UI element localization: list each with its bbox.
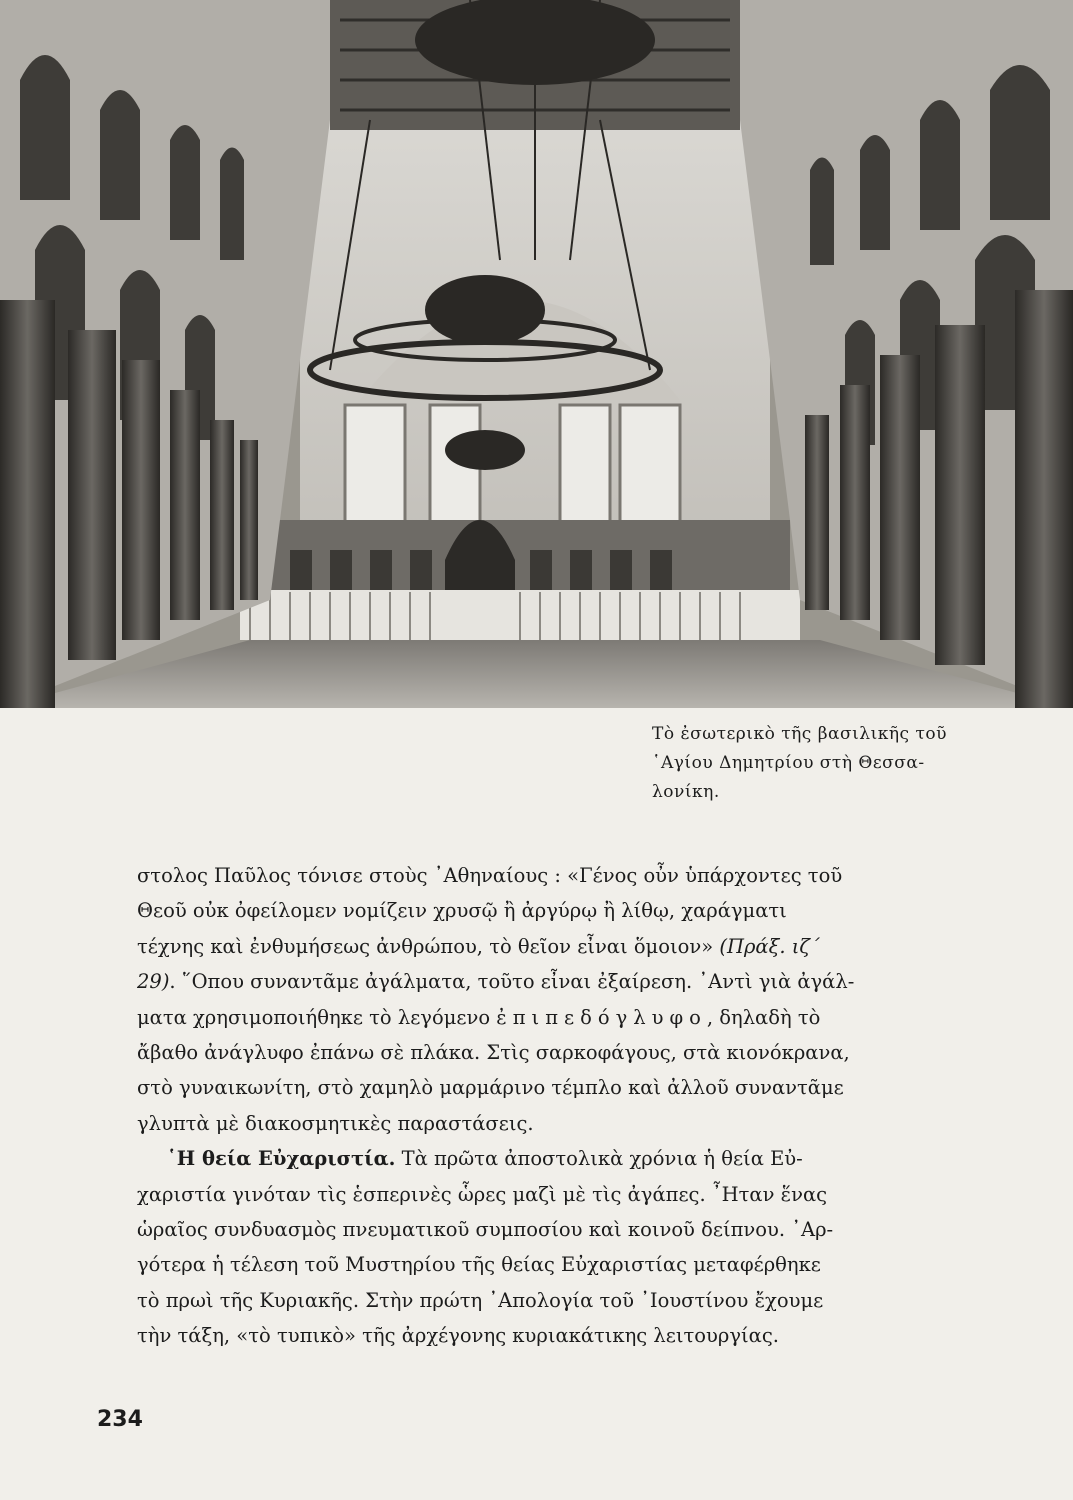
text-line: τὴν τάξη, «τὸ τυπικὸ» τῆς ἀρχέγονης κυριακάτικης λειτουργίας.: [137, 1324, 779, 1348]
text-line: [137, 1141, 997, 1176]
text-line: στολος Παῦλος τόνισε στοὺς ᾽Αθηναίους : «Γένος οὖν ὑπάρχοντες τοῦ: [137, 864, 843, 887]
text-line: [137, 1000, 997, 1035]
caption-line: ῾Αγίου Δημητρίου στὴ Θεσσα-: [652, 753, 925, 773]
caption-line: Τὸ ἐσωτερικὸ τῆς βασιλικῆς τοῦ: [652, 724, 947, 744]
text-segment: τέχνης καὶ ἐνθυμήσεως ἀνθρώπου, τὸ θεῖον εἶναι ὅμοιον»: [137, 934, 720, 958]
section-heading: ῾Η θεία Εὐχαριστία.: [167, 1147, 396, 1171]
caption-line: λονίκη.: [652, 782, 720, 802]
emphasized-term: ἐπιπεδόγλυφο: [496, 1005, 707, 1029]
text-line: γότερα ἡ τέλεση τοῦ Μυστηρίου τῆς θείας Εὐχαριστίας μεταφέρθηκε: [137, 1253, 821, 1277]
text-line: χαριστία γινόταν τὶς ἑσπερινὲς ὧρες μαζὶ μὲ τὶς ἀγάπες. ῏Ηταν ἕνας: [137, 1182, 828, 1206]
basilica-interior-photo: [0, 0, 1073, 708]
text-line: τὸ πρωὶ τῆς Κυριακῆς. Στὴν πρώτη ᾽Απολογία τοῦ ᾽Ιουστίνου ἔχουμε: [137, 1288, 824, 1312]
citation: (Πράξ. ιζ´: [719, 934, 820, 958]
text-line: στὸ γυναικωνίτη, στὸ χαμηλὸ μαρμάρινο τέμπλο καὶ ἀλλοῦ συναντᾶμε: [137, 1076, 844, 1100]
text-line: [137, 929, 997, 964]
page-number: 234: [97, 1407, 143, 1432]
text-line: ὡραῖος συνδυασμὸς πνευματικοῦ συμποσίου καὶ κοινοῦ δείπνου. ᾽Αρ-: [137, 1218, 834, 1242]
text-segment: ματα χρησιμοποιήθηκε τὸ λεγόμενο: [137, 1005, 497, 1029]
body-text: [137, 858, 997, 1354]
text-line: γλυπτὰ μὲ διακοσμητικὲς παραστάσεις.: [137, 1111, 534, 1135]
citation: 29): [137, 970, 170, 994]
text-line: [137, 964, 997, 999]
photo-caption: [652, 720, 982, 807]
text-line: Θεοῦ οὐκ ὀφείλομεν νομίζειν χρυσῷ ἢ ἀργύρῳ ἢ λίθῳ, χαράγματι: [137, 899, 787, 923]
text-segment: . ῞Οπου συναντᾶμε ἀγάλματα, τοῦτο εἶναι ἐξαίρεση. ᾽Αντὶ γιὰ ἀγάλ-: [169, 970, 855, 994]
text-segment: Τὰ πρῶτα ἀποστολικὰ χρόνια ἡ θεία Εὐ-: [395, 1147, 803, 1171]
text-segment: , δηλαδὴ τὸ: [706, 1005, 821, 1029]
text-line: ἄβαθο ἀνάγλυφο ἐπάνω σὲ πλάκα. Στὶς σαρκοφάγους, στὰ κιονόκρανα,: [137, 1041, 850, 1065]
